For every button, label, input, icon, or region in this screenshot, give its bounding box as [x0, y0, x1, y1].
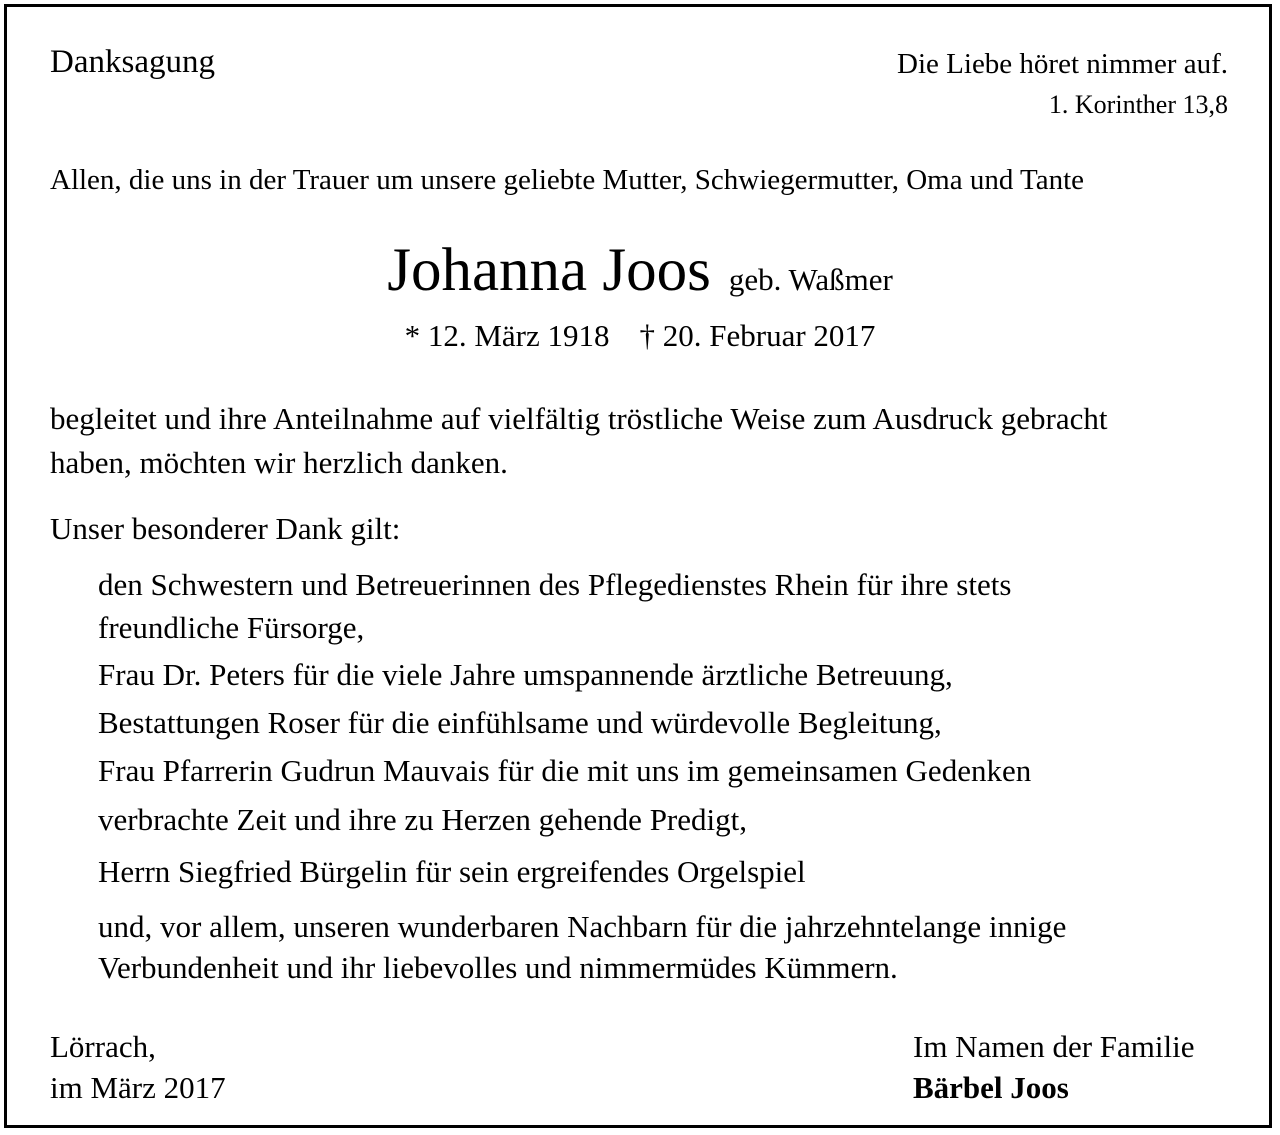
- thanks-heading: Unser besonderer Dank gilt:: [50, 511, 401, 546]
- thanks-line: Frau Pfarrerin Gudrun Mauvais für die mit uns im gemeinsamen Gedenken: [98, 753, 1032, 788]
- deceased-name: Johanna Joos: [387, 237, 711, 304]
- thanks-line: und, vor allem, unseren wunderbaren Nachbarn für die jahrzehntelange innige: [98, 909, 1067, 944]
- motto-quote: Die Liebe höret nimmer auf.: [897, 48, 1228, 80]
- body-line-1: begleitet und ihre Anteilnahme auf vielfältig tröstliche Weise zum Ausdruck gebracht: [50, 401, 1108, 436]
- closing-date: im März 2017: [50, 1070, 226, 1105]
- death-date: † 20. Februar 2017: [639, 318, 876, 353]
- thanks-line: Bestattungen Roser für die einfühlsame und würdevolle Begleitung,: [98, 705, 942, 740]
- thanks-line: Herrn Siegfried Bürgelin für sein ergreifendes Orgelspiel: [98, 854, 806, 889]
- deceased-nee: geb. Waßmer: [728, 262, 893, 297]
- closing-signer: Bärbel Joos: [913, 1070, 1069, 1105]
- motto-reference: 1. Korinther 13,8: [1048, 90, 1228, 119]
- thanks-line: den Schwestern und Betreuerinnen des Pflegedienstes Rhein für ihre stets: [98, 567, 1012, 602]
- deceased-name-row: [0, 237, 1280, 304]
- thanks-line: verbrachte Zeit und ihre zu Herzen gehende Predigt,: [98, 802, 747, 837]
- closing-place: Lörrach,: [50, 1029, 156, 1064]
- thanks-line: Verbundenheit und ihr liebevolles und nimmermüdes Kümmern.: [98, 950, 898, 985]
- thanks-line: Frau Dr. Peters für die viele Jahre umspannende ärztliche Betreuung,: [98, 657, 953, 692]
- notice-heading: Danksagung: [50, 44, 215, 80]
- intro-text: Allen, die uns in der Trauer um unsere geliebte Mutter, Schwiegermutter, Oma und Tante: [50, 164, 1085, 196]
- closing-sign-line: Im Namen der Familie: [913, 1029, 1195, 1064]
- body-line-2: haben, möchten wir herzlich danken.: [50, 445, 508, 480]
- birth-date: * 12. März 1918: [404, 318, 610, 353]
- life-dates: [0, 320, 1280, 351]
- thanks-line: freundliche Fürsorge,: [98, 610, 365, 645]
